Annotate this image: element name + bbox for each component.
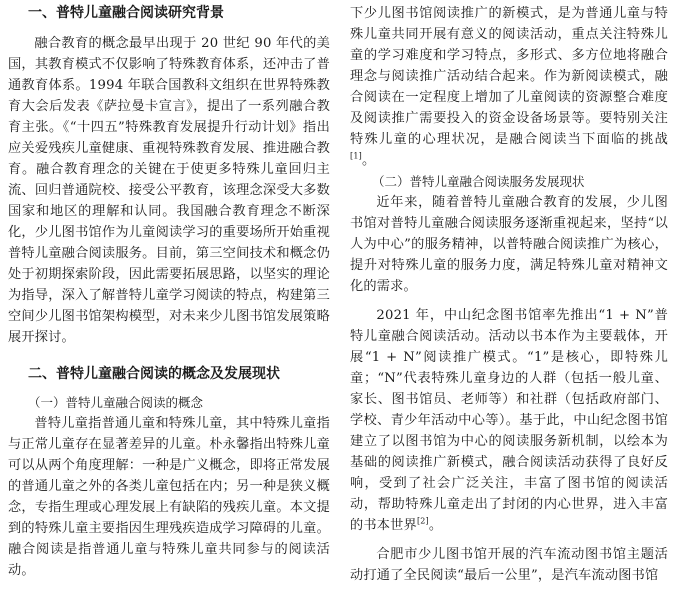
- paragraph-hefei: 合肥市少儿图书馆开展的汽车流动图书馆主题活动打通了全民阅读“最后一公里”，是汽车流动图书馆: [350, 547, 668, 583]
- paragraph-zhongshan-text: 2021 年，中山纪念图书馆率先推出“1 + N”普特儿童融合阅读活动。活动以书本作为主要载体，开展“1 + N”阅读推广模式。“1”是核心，即特殊儿童；“N”代表特殊儿童身边的人群（包括一般儿童、家长、图书馆员、老师等）和社群（包括政府部门、学校、青少年活动中心等）。基于此，中山纪念图书馆建立了以图书馆为中心的阅读服务新机制，以绘本为基础的阅读推广新模式，融合阅读活动获得了良好反响，受到了社会广泛关注，丰富了图书馆的阅读活动，帮助特殊儿童走出了封闭的内心世界，进入丰富的书本世界: [350, 308, 668, 533]
- paragraph-zhongshan-end: 。: [428, 518, 443, 533]
- reference-2: [2]: [416, 516, 429, 526]
- paragraph-concept-continued: [350, 3, 668, 171]
- section-heading-background: 一、普特儿童融合阅读研究背景: [28, 5, 224, 21]
- paragraph-concept-continued-text: 下少儿图书馆阅读推广的新模式，是为普通儿童与特殊儿童共同开展有意义的阅读活动，重点关注特殊儿童的学习难度和学习特点，多形式、多方位地将融合理念与阅读推广活动结合起来。作为新阅读模式，融合阅读在一定程度上增加了儿童阅读的资源整合难度及阅读推广需要投入的资金设备场景等。要特别关注特殊儿童的心理状况，是融合阅读当下面临的挑战: [350, 6, 668, 147]
- right-column: [350, 0, 668, 586]
- paragraph-zhongshan: [350, 305, 668, 536]
- reference-1: [1]: [350, 151, 362, 161]
- subheading-status: （二）普特儿童融合阅读服务发展现状: [372, 174, 585, 189]
- left-column: [8, 0, 330, 581]
- subheading-concept: （一）普特儿童融合阅读的概念: [28, 395, 204, 410]
- paragraph-status-intro: 近年来，随着普特儿童融合教育的发展，少儿图书馆对普特儿童融合阅读服务逐渐重视起来，坚持“以人为中心”的服务精神，以普特融合阅读推广为核心，提升对特殊儿童的服务力度，满足特殊儿童对精神文化的需求。: [350, 195, 668, 294]
- paragraph-background: 融合教育的概念最早出现于 20 世纪 90 年代的美国，其教育模式不仅影响了特殊教育体系，还冲击了普通教育体系。1994 年联合国教科文组织在世界特殊教育大会后发表《萨拉曼卡宣言》，提出了一系列融合教育主张。《“十四五”特殊教育发展提升行动计划》指出应关爱残疾儿童健康、重视特殊教育发展、推进融合教育。融合教育理念的关键在于使更多特殊儿童回归主流、回归普通院校、接受公平教育，该理念深受大多数国家和地区的理解和认同。我国融合教育理念不断深化，少儿图书馆作为儿童阅读学习的重要场所开始重视普特儿童融合阅读服务。目前，第三空间技术和概念仍处于初期探索阶段，因此需要拓展思路，以坚实的理论为指导，深入了解普特儿童学习阅读的特点，构建第三空间少儿图书馆架构模型，对未来少儿图书馆发展策略展开探讨。: [8, 36, 330, 345]
- paragraph-concept-continued-end: 。: [361, 153, 376, 168]
- paragraph-concept: 普特儿童指普通儿童和特殊儿童，其中特殊儿童指与正常儿童存在显著差异的儿童。朴永馨指出特殊儿童可以从两个角度理解：一种是广义概念，即将正常发展的普通儿童之外的各类儿童包括在内；另一种是狭义概念，专指生理或心理发展上有缺陷的残疾儿童。本文提到的特殊儿童主要指因生理残疾造成学习障碍的儿童。融合阅读是指普通儿童与特殊儿童共同参与的阅读活动。: [8, 416, 330, 578]
- section-heading-concept: 二、普特儿童融合阅读的概念及发展现状: [28, 366, 280, 382]
